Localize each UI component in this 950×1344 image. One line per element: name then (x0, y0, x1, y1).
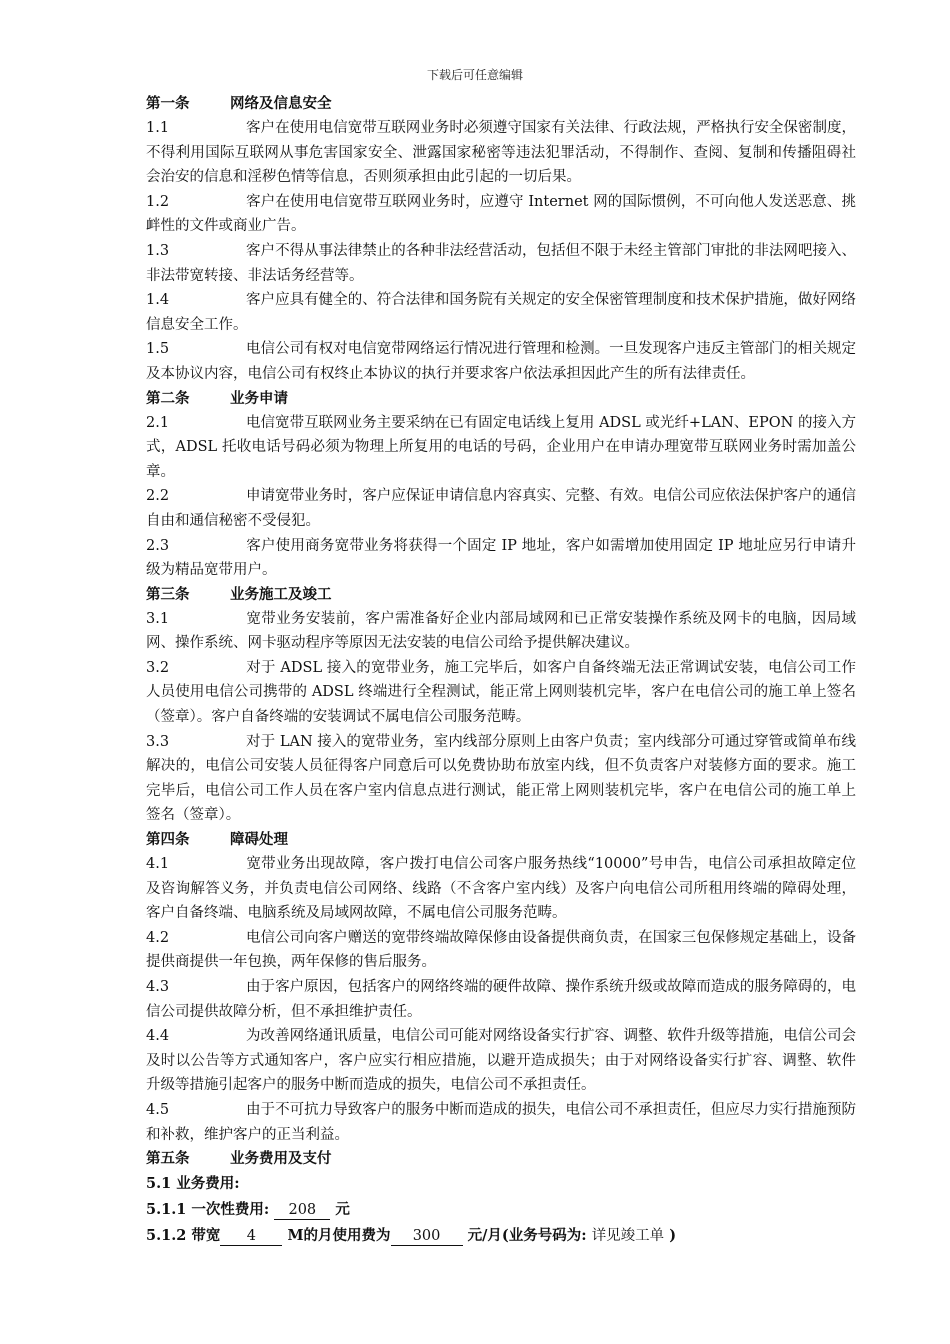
section-number: 第五条 (146, 1150, 190, 1168)
fee-onetime-label: 5.1.1 一次性费用: (146, 1201, 270, 1219)
clause-number: 1.1 (146, 120, 170, 136)
clause-number: 3.3 (146, 733, 170, 750)
clause-paragraph (146, 1024, 856, 1098)
clause-number: 4.2 (146, 929, 170, 946)
clause-text: 对于 LAN 接入的宽带业务，室内线部分原则上由客户负责；室内线部分可通过穿管或简单布线解决的，电信公司安装人员征得客户同意后可以免费协助布放室内线，但不负责客户对装修方面的要求。施工完毕后，电信公司工作人员在客户室内信息点进行测试，能正常上网则装机完毕，客户在电信公司的施工单上签名（签章）。 (146, 733, 856, 824)
section-number: 第三条 (146, 585, 190, 603)
clause-number: 1.3 (146, 242, 170, 259)
clause-paragraph (146, 534, 856, 583)
section-heading (146, 828, 856, 852)
section-number: 第一条 (146, 95, 190, 112)
clause-text: 宽带业务安装前，客户需准备好企业内部局域网和已正常安装操作系统及网卡的电脑，因局域网、操作系统、网卡驱动程序等原因无法安装的电信公司给予提供解决建议。 (146, 610, 856, 652)
clause-text: 由于不可抗力导致客户的服务中断而造成的损失，电信公司不承担责任，但应尽力实行措施预防和补救，维护客户的正当利益。 (146, 1101, 856, 1143)
clause-text: 客户在使用电信宽带互联网业务时必须遵守国家有关法律、行政法规，严格执行安全保密制度，不得利用国际互联网从事危害国家安全、泄露国家秘密等违法犯罪活动，不得制作、查阅、复制和传播阻碍社会治安的信息和淫秽色情等信息，否则须承担由此引起的一切后果。 (146, 120, 856, 186)
clause-text: 由于客户原因，包括客户的网络终端的硬件故障、操作系统升级或故障而造成的服务障碍的，电信公司提供故障分析，但不承担维护责任。 (146, 979, 856, 1020)
section-title: 业务施工及竣工 (230, 585, 332, 603)
fee-heading-text: 5.1 业务费用: (146, 1175, 240, 1193)
clause-text: 对于 ADSL 接入的宽带业务，施工完毕后，如客户自备终端无法正常调试安装，电信公司工作人员使用电信公司携带的 ADSL 终端进行全程测试，能正常上网则装机完毕，客户在电信公司的施工单上签名（签章）。客户自备终端的安装调试不属电信公司服务范畴。 (146, 659, 856, 726)
clause-number: 4.3 (146, 979, 170, 995)
clause-number: 1.2 (146, 193, 170, 210)
fee-onetime-line (146, 1197, 856, 1223)
clause-paragraph (146, 926, 856, 975)
clause-text: 客户不得从事法律禁止的各种非法经营活动，包括但不限于未经主管部门审批的非法网吧接入、非法带宽转接、非法话务经营等。 (146, 242, 856, 284)
section-title: 业务费用及支付 (230, 1150, 332, 1168)
sections-container (146, 92, 856, 1171)
clause-number: 1.4 (146, 292, 170, 309)
page-header: 下载后可任意编辑 (426, 68, 523, 82)
clause-number: 4.4 (146, 1028, 170, 1045)
clause-paragraph (146, 239, 856, 288)
section-heading (146, 387, 856, 411)
clause-number: 3.2 (146, 659, 170, 676)
clause-text: 电信公司向客户赠送的宽带终端故障保修由设备提供商负责，在国家三包保修规定基础上，设备提供商提供一年包换，两年保修的售后服务。 (146, 929, 856, 971)
fee-bandwidth-mid: M的月使用费为 (287, 1227, 391, 1245)
section-title: 障碍处理 (230, 831, 288, 849)
fee-onetime-unit: 元 (335, 1201, 350, 1219)
clause-text: 客户在使用电信宽带互联网业务时，应遵守 Internet 网的国际惯例，不可向他人发送恶意、挑衅性的文件或商业广告。 (146, 193, 856, 235)
section-heading (146, 1147, 856, 1171)
clause-text: 客户使用商务宽带业务将获得一个固定 IP 地址，客户如需增加使用固定 IP 地址应另行申请升级为精品宽带用户。 (146, 537, 856, 579)
fee-bandwidth-label: 5.1.2 带宽 (146, 1227, 221, 1245)
fee-close-paren: ) (669, 1227, 677, 1245)
fee-monthly-value: 300 (391, 1227, 463, 1246)
clause-paragraph (146, 1098, 856, 1147)
clause-text: 为改善网络通讯质量，电信公司可能对网络设备实行扩容、调整、软件升级等措施，电信公司会及时以公告等方式通知客户，客户应实行相应措施，以避开造成损失；由于对网络设备实行扩容、调整、软件升级等措施引起客户的服务中断而造成的损失，电信公司不承担责任。 (146, 1028, 856, 1094)
clause-paragraph (146, 288, 856, 337)
clause-number: 2.2 (146, 488, 170, 505)
clause-paragraph (146, 656, 856, 730)
clause-text: 电信公司有权对电信宽带网络运行情况进行管理和检测。一旦发现客户违反主管部门的相关规定及本协议内容，电信公司有权终止本协议的执行并要求客户依法承担因此产生的所有法律责任。 (146, 341, 856, 382)
clause-paragraph (146, 337, 856, 386)
clause-number: 4.1 (146, 856, 170, 873)
clause-text: 客户应具有健全的、符合法律和国务院有关规定的安全保密管理制度和技术保护措施，做好网络信息安全工作。 (146, 292, 856, 333)
clause-number: 2.3 (146, 537, 170, 554)
clause-paragraph (146, 607, 856, 656)
clause-text: 宽带业务出现故障，客户拨打电信公司客户服务热线“10000”号申告，电信公司承担故障定位及咨询解答义务，并负责电信公司网络、线路（不含客户室内线）及客户向电信公司所租用终端的障碍处理，客户自备终端、电脑系统及局域网故障，不属电信公司服务范畴。 (146, 856, 856, 922)
clause-number: 4.5 (146, 1101, 170, 1118)
clause-paragraph (146, 975, 856, 1024)
section-title: 网络及信息安全 (230, 95, 332, 112)
clause-paragraph (146, 852, 856, 926)
clause-text: 电信宽带互联网业务主要采纳在已有固定电话线上复用 ADSL 或光纤+LAN、EPON 的接入方式，ADSL 托收电话号码必须为物理上所复用的电话的号码，企业用户在申请办理宽带互联网业务时需加盖公章。 (146, 414, 856, 480)
clause-paragraph (146, 484, 856, 533)
clause-text: 申请宽带业务时，客户应保证申请信息内容真实、完整、有效。电信公司应依法保护客户的通信自由和通信秘密不受侵犯。 (146, 488, 856, 529)
clause-number: 1.5 (146, 341, 170, 358)
fee-heading (146, 1171, 856, 1197)
section-number: 第二条 (146, 389, 190, 407)
clause-number: 3.1 (146, 610, 170, 627)
fee-number-value: 详见竣工单 (591, 1228, 665, 1245)
document-body (146, 92, 856, 1249)
section-number: 第四条 (146, 831, 190, 849)
fee-bandwidth-line (146, 1223, 856, 1249)
fee-onetime-value: 208 (274, 1201, 330, 1220)
section-title: 业务申请 (230, 389, 288, 407)
fee-monthly-unit: 元/月(业务号码为: (467, 1227, 587, 1245)
section-heading (146, 92, 856, 116)
clause-paragraph (146, 116, 856, 190)
fee-bandwidth-value: 4 (220, 1227, 282, 1246)
section-heading (146, 583, 856, 607)
clause-number: 2.1 (146, 414, 170, 431)
clause-paragraph (146, 411, 856, 485)
clause-paragraph (146, 190, 856, 239)
clause-paragraph (146, 730, 856, 828)
